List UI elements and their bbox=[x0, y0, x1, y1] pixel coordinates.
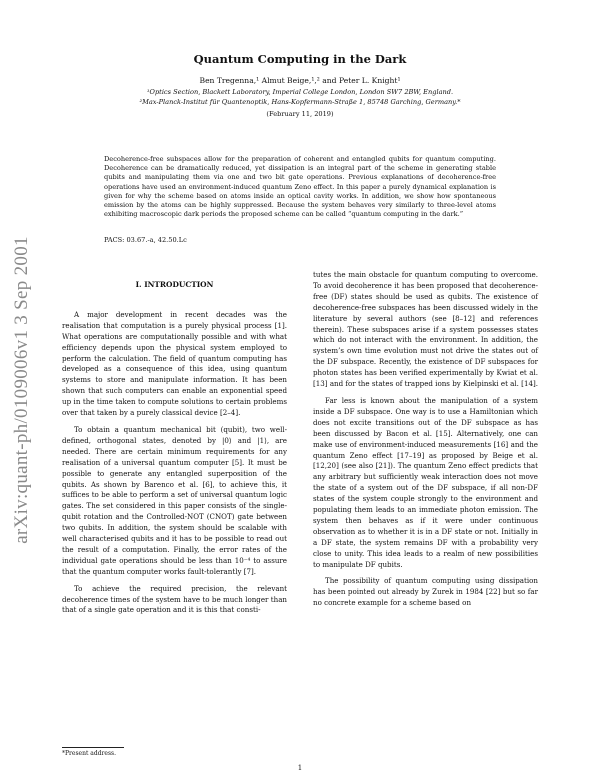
footnote-rule bbox=[62, 747, 124, 748]
paragraph: The possibility of quantum computing using dissipation has been pointed out already by Zurek in 1984 [22] but so far no concrete example for a scheme based on bbox=[313, 576, 538, 608]
paragraph: Far less is known about the manipulation of a system inside a DF subspace. One way is to use a Hamiltonian which does not excite transitions out of the DF subspace as has been discussed by Bacon et al. [15]. Alternatively, one can make use of environment-induced measurements [16] and the quantum Zeno effect [17–19] as proposed by Beige et al. [12,20] (see also [21]). The quantum Zeno effect predicts that any arbitrary but sufficiently weak interaction does not move the state of a system out of the DF subspace, if all non-DF states of the system couple strongly to the environment and populating them leads to an immediate photon emission. The system then behaves as if it were under continuous observation as to whether it is in a DF state or not. Initially in a DF state, the system remains DF with a probability very close to unity. This idea leads to a realm of new possibilities to manipulate DF qubits. bbox=[313, 395, 538, 569]
affiliation-1: ¹Optics Section, Blackett Laboratory, Imperial College London, London SW7 2BW, England. bbox=[146, 88, 454, 96]
paper-date: (February 11, 2019) bbox=[266, 110, 334, 118]
footnote: *Present address. bbox=[62, 750, 117, 757]
abstract bbox=[104, 155, 496, 219]
section-heading: I. INTRODUCTION bbox=[135, 280, 214, 289]
left-column bbox=[62, 270, 287, 622]
arxiv-id: arXiv:quant-ph/0109006v1 3 Sep 2001 bbox=[11, 236, 32, 544]
paragraph: tutes the main obstacle for quantum computing to overcome. To avoid decoherence it has been proposed that decoherence-free (DF) states should be used as qubits. The existence of decoherence-free subspaces has been discussed widely in the literature by several authors (see [8–12] and references therein). These subspaces arise if a system possesses states which do not interact with the environment. In addition, the system’s own time evolution must not drive the states out of the DF subspace. Recently, the existence of DF subspaces for photon states has been verified experimentally by Kwiat et al. [13] and for the states of trapped ions by Kielpinski et al. [14]. bbox=[313, 270, 538, 389]
right-column bbox=[313, 270, 538, 615]
arxiv-sidebar-stamp bbox=[2, 210, 42, 570]
author-list: Ben Tregenna,¹ Almut Beige,¹,² and Peter L. Knight¹ bbox=[199, 76, 401, 85]
paragraph: To achieve the required precision, the relevant decoherence times of the system have to be much longer than that of a single gate operation and it is this that consti- bbox=[62, 583, 287, 615]
affiliation-2: ²Max-Planck-Institut für Quantenoptik, Hans-Kopfermann-Straße 1, 85748 Garching, Germany.* bbox=[139, 98, 461, 106]
paragraph: To obtain a quantum mechanical bit (qubit), two well-defined, orthogonal states, denoted by |0⟩ and |1⟩, are needed. There are certain minimum requirements for any realisation of a universal quantum computer [5]. It must be possible to generate any entangled superposition of the qubits. As shown by Barenco et al. [6], to achieve this, it suffices to be able to perform a set of universal quantum logic gates. The set considered in this paper consists of the single-qubit rotation and the Controlled-NOT (CNOT) gate between two qubits. In addition, the system should be scalable with well characterised qubits and it has to be possible to read out the result of a computation. Finally, the error rates of the individual gate operations should be less than 10⁻⁴ to assure that the quantum computer works fault-tolerantly [7]. bbox=[62, 424, 287, 576]
pacs-codes: PACS: 03.67.-a, 42.50.Lc bbox=[104, 236, 187, 244]
paper-title: Quantum Computing in the Dark bbox=[193, 52, 407, 66]
abstract-text: Decoherence-free subspaces allow for the preparation of coherent and entangled qubits for quantum computing. Decoherence can be dramatically reduced, yet dissipation is an integral part of the scheme in generating stable qubits and manipulating them via one and two bit gate operations. Previous explanations of decoherence-free operations have used an environment-induced quantum Zeno effect. In this paper a purely dynamical explanation is given for why the scheme based on atoms inside an optical cavity works. In addition, we show how spontaneous emission by the atoms can be highly suppressed. Because the system behaves very similarly to three-level atoms exhibiting macroscopic dark periods the proposed scheme can be called “quantum computing in the dark.” bbox=[104, 155, 496, 219]
page-number: 1 bbox=[297, 764, 303, 772]
paragraph: A major development in recent decades was the realisation that computation is a purely physical process [1]. What operations are computationally possible and with what efficiency depends upon the physical system employed to perform the calculation. The field of quantum computing has developed as a consequence of this idea, using quantum systems to store and manipulate information. It has been shown that such computers can enable an exponential speed up in the time taken to compute solutions to certain problems over that taken by a purely classical device [2–4]. bbox=[62, 309, 287, 418]
